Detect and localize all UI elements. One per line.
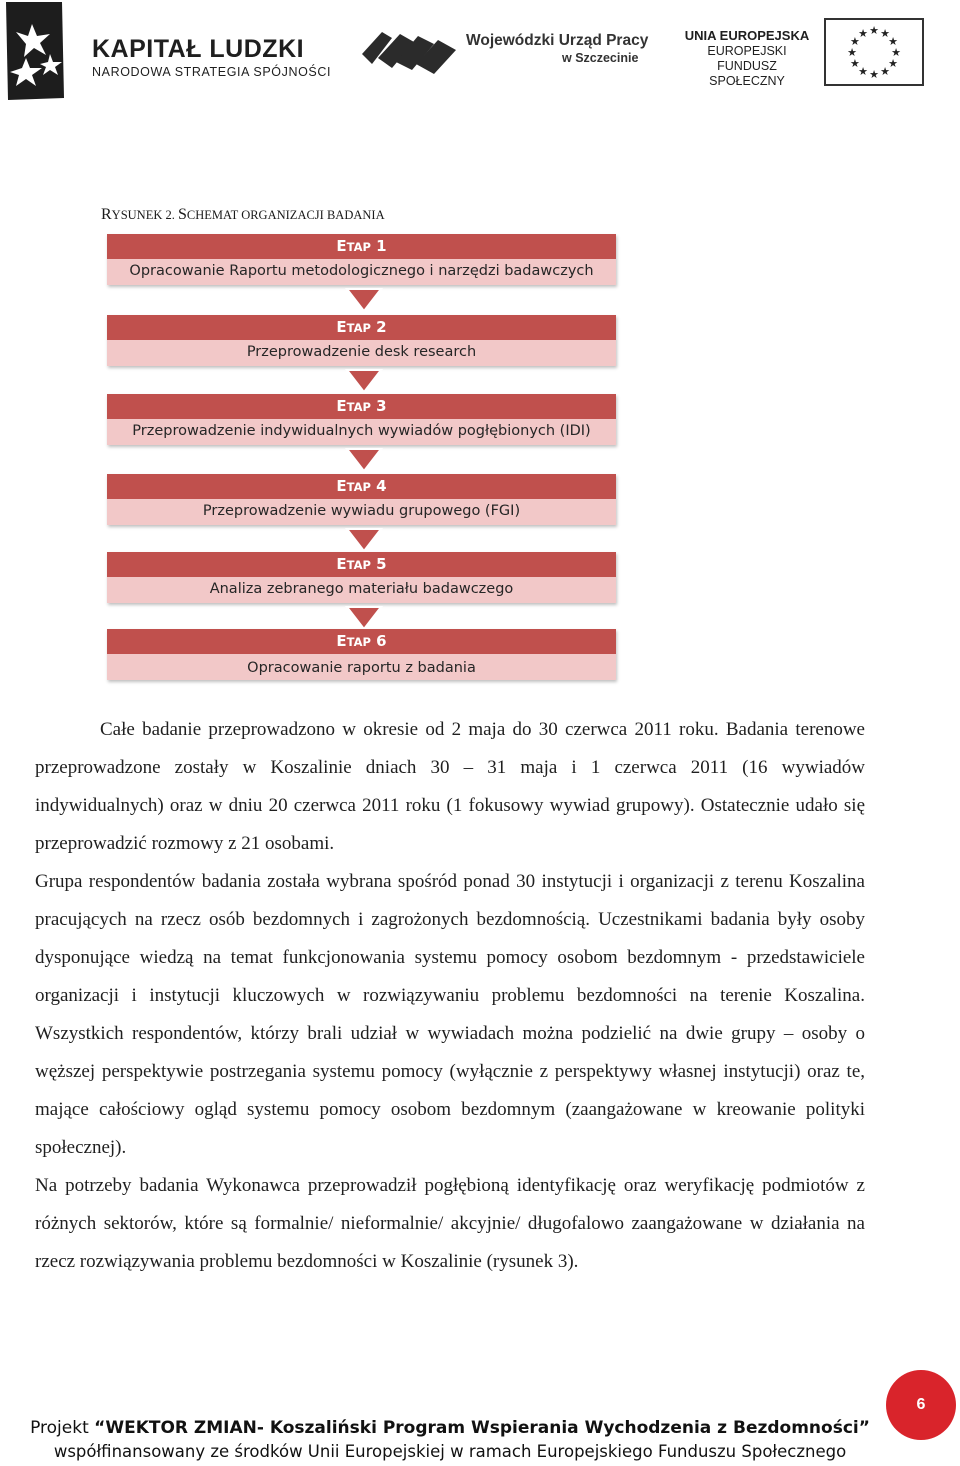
eu-star-icon: ★ [869,24,879,37]
stage-label: ETAP 4 [336,477,387,495]
stage-label: ETAP 1 [336,237,387,255]
stage-box-1 [107,234,616,285]
stage-box-2 [107,315,616,366]
stage-description: Opracowanie Raportu metodologicznego i narzędzi badawczych [129,263,594,279]
eu-star-icon: ★ [858,65,868,79]
down-arrow-icon [343,527,385,553]
footer-project-line [0,1416,900,1440]
wup-title: Wojewódzki Urząd Pracy [466,32,649,49]
eu-star-icon: ★ [849,35,860,48]
kapital-ludzki-wordmark [92,36,331,79]
wup-subtitle: w Szczecinie [562,51,639,65]
caption-initial: R [101,206,112,223]
eu-star-icon: ★ [847,46,857,59]
stage-label: ETAP 5 [336,555,387,573]
eu-star-icon: ★ [869,68,879,81]
eu-star-icon: ★ [880,65,890,79]
down-arrow-icon [343,287,385,313]
down-arrow-icon [343,447,385,473]
eu-line1: UNIA EUROPEJSKA [684,28,810,43]
figure-caption [101,206,385,224]
down-arrow-icon [343,368,385,394]
footer [0,1416,900,1464]
stage-description: Opracowanie raportu z badania [247,660,476,676]
stage-label: ETAP 3 [336,397,387,415]
caption-initial2: S [178,206,187,223]
stage-description: Przeprowadzenie indywidualnych wywiadów pogłębionych (IDI) [132,423,591,439]
caption-part1: YSUNEK 2. [111,208,178,222]
stage-description: Przeprowadzenie wywiadu grupowego (FGI) [202,503,521,519]
eu-star-icon: ★ [858,26,868,40]
stage-description: Przeprowadzenie desk research [246,344,477,360]
stage-label: ETAP 2 [336,318,387,336]
body-text [35,711,865,1281]
page-number-badge: 6 [886,1370,956,1440]
eu-line2: EUROPEJSKI [707,44,787,58]
stage-description: Analiza zebranego materiału badawczego [209,581,514,597]
eu-star-icon: ★ [880,26,890,40]
footer-funding-line: współfinansowany ze środków Unii Europejskiej w ramach Europejskiego Funduszu Społecznego [53,1442,847,1461]
kapital-ludzki-title: KAPITAŁ LUDZKI [92,35,305,63]
paragraph-1: Całe badanie przeprowadzono w okresie od 2 maja do 30 czerwca 2011 roku. Badania terenowe przeprowadzone zostały w Koszalinie dniach 30 – 31 maja i 1 czerwca 2011 (16 wywiadów indywidualnych) oraz w dniu 20 czerwca 2011 roku (1 fokusowy wywiad grupowy). Ostatecznie udało się przeprowadzić rozmowy z 21 osobami. [35,719,865,854]
wup-wordmark [466,32,648,66]
stage-box-4 [107,474,616,525]
paragraph-3: Na potrzeby badania Wykonawca przeprowadził pogłębioną identyfikację oraz weryfikację podmiotów z różnych sektorów, które są formalnie/ nieformalnie/ akcyjnie/ długofalowo zaangażowane w działania na rzecz rozwiązywania problemu bezdomności w Koszalinie (rysunek 3). [35,1175,865,1272]
eu-star-icon: ★ [888,57,899,70]
footer-prefix: Projekt [30,1418,95,1438]
stage-box-6 [107,629,616,680]
kapital-ludzki-subtitle: NARODOWA STRATEGIA SPÓJNOŚCI [92,65,332,79]
paragraph-2: Grupa respondentów badania została wybrana spośród ponad 30 instytucji i organizacji z terenu Koszalina pracujących na rzecz osób bezdomnych i zagrożonych bezdomnością. Uczestnikami badania były osoby dysponujące wiedzą na temat funkcjonowania systemu pomocy osobom bezdomnym - przedstawiciele organizacji i instytucji kluczowych w rozwiązywaniu problemu bezdomności na terenie Koszalina. Wszystkich respondentów, którzy brali udział w wywiadach można podzielić na dwie grupy – osoby o węższej perspektywie postrzegania systemu pomocy (wyłącznie z perspektywy własnej instytucji) oraz te, mające całościowy ogląd systemu pomocy osobom bezdomnym (zaangażowane w kreowanie polityki społecznej). [35,871,865,1158]
stage-box-3 [107,394,616,445]
footer-project-title: “WEKTOR ZMIAN- Koszaliński Program Wspierania Wychodzenia z Bezdomności” [94,1418,870,1438]
eu-star-icon: ★ [891,46,901,59]
eu-star-icon: ★ [849,57,860,70]
caption-part2: CHEMAT ORGANIZACJI BADANIA [186,208,385,222]
down-arrow-icon [343,605,385,631]
eu-wordmark [680,28,814,89]
stage-label: ETAP 6 [336,632,387,650]
wup-logo-icon [360,24,462,76]
kapital-ludzki-logo [2,2,70,100]
stage-box-5 [107,552,616,603]
eu-flag-icon [824,18,924,86]
eu-star-icon: ★ [888,35,899,48]
eu-line3: FUNDUSZ SPOŁECZNY [709,59,785,88]
